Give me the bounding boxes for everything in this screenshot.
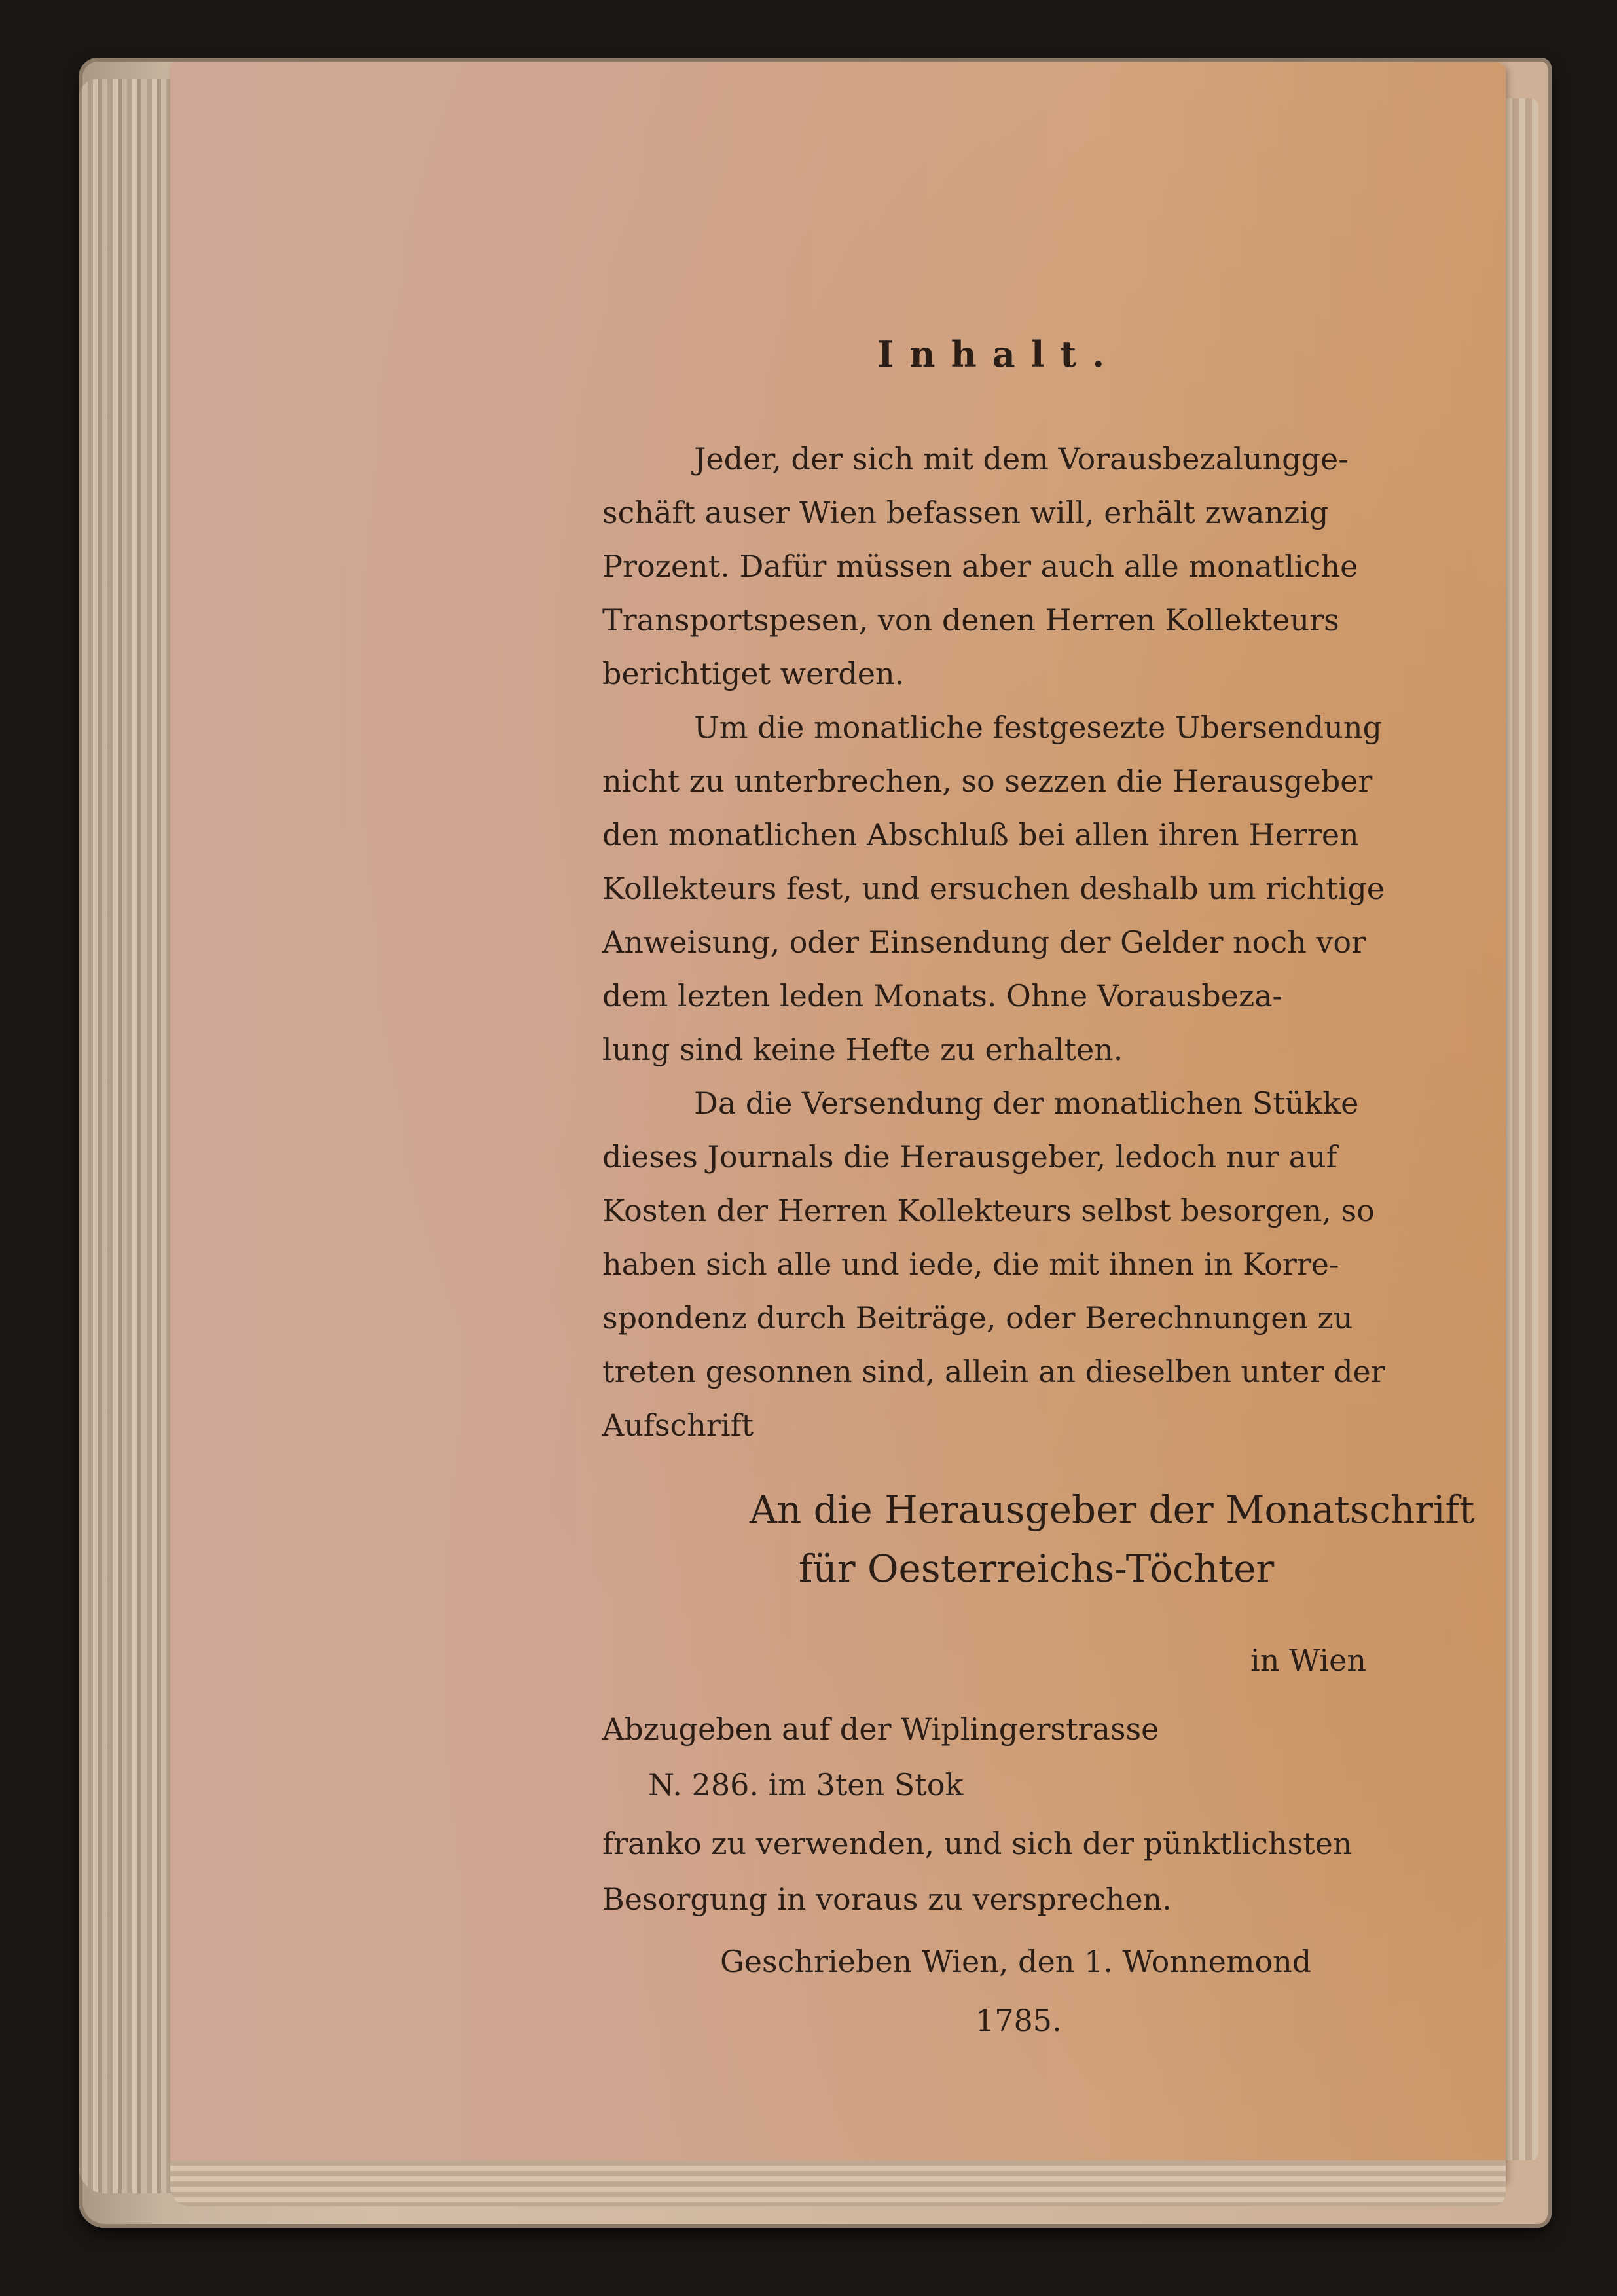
delivery-line: N. 286. im 3ten Stok: [648, 1767, 964, 1802]
text-line: Anweisung, oder Einsendung der Gelder noch vor: [602, 924, 1366, 960]
text-line: Transportspesen, von denen Herren Kollekteurs: [602, 602, 1339, 638]
document-page: [170, 62, 1506, 2183]
text-line: Um die monatliche festgesezte Ubersendung: [694, 710, 1382, 745]
year: 1785.: [975, 2003, 1062, 2038]
text-line: Da die Versendung der monatlichen Stükke: [694, 1085, 1359, 1121]
text-line: berichtiget werden.: [602, 656, 905, 691]
signature-line: Geschrieben Wien, den 1. Wonnemond: [720, 1944, 1312, 1979]
address-city: in Wien: [1250, 1643, 1366, 1678]
text-line: schäft auser Wien befassen will, erhält zwanzig: [602, 495, 1329, 530]
page-edges-left: [79, 79, 183, 2193]
text-line: spondenz durch Beiträge, oder Berechnungen zu: [602, 1300, 1353, 1336]
text-line: treten gesonnen sind, allein an dieselben unter der: [602, 1354, 1385, 1389]
text-line: Kosten der Herren Kollekteurs selbst besorgen, so: [602, 1193, 1375, 1228]
address-line: An die Herausgeber der Monatschrift: [750, 1487, 1475, 1532]
closing-line: franko zu verwenden, und sich der pünktlichsten: [602, 1826, 1353, 1861]
closing-line: Besorgung in voraus zu versprechen.: [602, 1882, 1172, 1917]
text-line: Jeder, der sich mit dem Vorausbezalungge-: [694, 441, 1349, 477]
page-heading: Inhalt.: [877, 333, 1121, 375]
text-line: den monatlichen Abschluß bei allen ihren Herren: [602, 817, 1359, 852]
text-line: lung sind keine Hefte zu erhalten.: [602, 1032, 1123, 1067]
text-line: dieses Journals die Herausgeber, ledoch nur auf: [602, 1139, 1337, 1175]
text-line: Aufschrift: [602, 1408, 754, 1443]
address-line: für Oesterreichs-Töchter: [799, 1546, 1275, 1591]
text-line: haben sich alle und iede, die mit ihnen in Korre-: [602, 1247, 1339, 1282]
text-line: Kollekteurs fest, und ersuchen deshalb um richtige: [602, 871, 1385, 906]
page-edges-bottom: [170, 2160, 1506, 2206]
text-line: nicht zu unterbrechen, so sezzen die Herausgeber: [602, 763, 1373, 799]
text-line: dem lezten leden Monats. Ohne Vorausbeza-: [602, 978, 1283, 1013]
text-line: Prozent. Dafür müssen aber auch alle monatliche: [602, 549, 1358, 584]
delivery-line: Abzugeben auf der Wiplingerstrasse: [602, 1711, 1159, 1747]
